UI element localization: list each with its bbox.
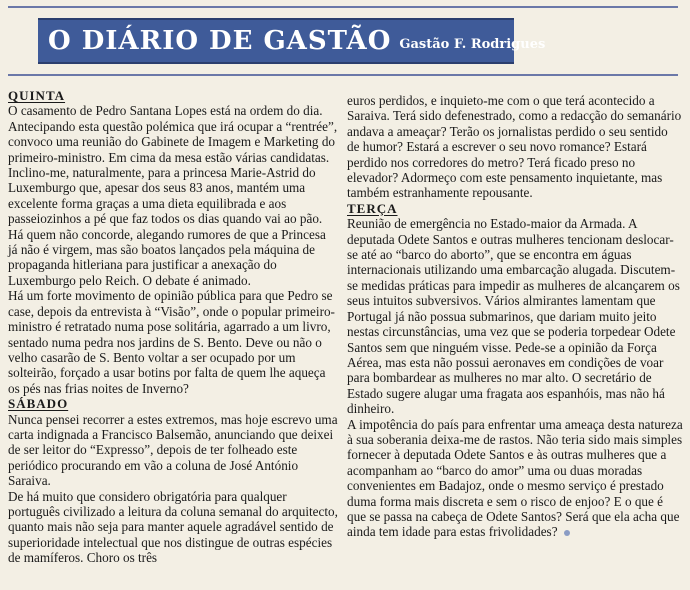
paragraph-terca-2: [347, 417, 683, 540]
heading-terca: TERÇA: [347, 200, 398, 216]
left-column: [8, 88, 338, 566]
paragraph-terca-2-text: A impotência do país para enfrentar uma ameaça desta natureza à sua soberania deixa-me de rastos. Não teria sido mais simples fornecer à deputada Odete Santos e às outras mulheres que a acompanham ao “barco do amor” uma ou duas moradas convenientes em Badajoz, onde o mesmo serviço é prestado duma forma mais discreta e sem o risco de enjoo? E o que é que se passa na cabeça de Odete Santos? Será que ela acha que ainda tem idade para estas frivolidades?: [347, 416, 683, 540]
paragraph-sabado-continued: euros perdidos, e inquieto-me com o que terá acontecido a Saraiva. Terá sido defenestrado, como a redacção do semanário andava a ameaçar? Terão os jornalistas perdido o seu sentido de humor? Estará a escrever o seu novo romance? Estará perdido nos corredores do metro? Terá ficado preso no elevador? Adormeço com este pensamento inquietante, mas também estranhamente repousante.: [347, 93, 682, 201]
column-author: Gastão F. Rodrigues: [399, 36, 546, 52]
column-banner: [38, 18, 546, 64]
end-mark-icon: [564, 530, 570, 536]
right-column: [347, 93, 683, 540]
paragraph-terca-1: Reunião de emergência no Estado-maior da Armada. A deputada Odete Santos e outras mulheres tencionam deslocar-se até ao “barco do aborto”, que se encontra em águas internacionais utilizando uma embarcação alugada. Discutem-se medidas práticas para impedir as mulheres de alcançarem os seus intuitos subversivos. Vários almirantes lamentam que Portugal já não possua submarinos, que dariam muito jeito nestas circunstâncias, uma vez que se poderia torpedear Odete Santos sem que ninguém visse. Pede-se a opinião da Força Aérea, mas esta não possui aeronaves em condições de voar para bombardear as mulheres no mar alto. O secretário de Estado sugere alugar uma fragata aos espanhóis, mas não há dinheiro.: [347, 216, 680, 417]
paragraph-quinta-2: Há um forte movimento de opinião pública para que Pedro se case, depois da entrevista à “Visão”, onde o popular primeiro-ministro é retratado numa pose solitária, agarrado a um livro, sentado numa pedra nos jardins de S. Bento. Deve ou não o velho casarão de S. Bento voltar a ser ocupado por um solteirão, forçado a usar botins por falta de quem lhe aqueça os pés nas frias noites de Inverno?: [8, 288, 335, 396]
paragraph-sabado-2: De há muito que considero obrigatória para qualquer português civilizado a leitura da coluna semanal do arquitecto, quanto mais não seja para manter aquele agradável sentido de superioridade intelectual que nos distingue de outras espécies de mamíferos. Choro os três: [8, 488, 338, 566]
column-title: O DIÁRIO DE GASTÃO: [48, 26, 392, 56]
paragraph-sabado-1: Nunca pensei recorrer a estes extremos, mas hoje escrevo uma carta indignada a Francisco Balsemão, anunciando que deixei de ser leitor do “Expresso”, depois de ter folheado este periódico procurando em vão a coluna de José António Saraiva.: [8, 411, 338, 489]
top-rule: [8, 6, 678, 8]
heading-quinta: QUINTA: [8, 88, 66, 103]
banner-rule: [8, 74, 678, 76]
heading-sabado: SÁBADO: [8, 396, 69, 412]
paragraph-quinta-1: O casamento de Pedro Santana Lopes está na ordem do dia. Antecipando esta questão polémica que irá ocupar a “rentrée”, convoco uma reunião do Gabinete de Imagem e Marketing do primeiro-ministro. Em cima da mesa estão várias candidatas. Inclino-me, naturalmente, para a princesa Marie-Astrid do Luxemburgo que, apesar dos seus 83 anos, mantém uma excelente forma graças a uma dieta equilibrada e aos passeiozinhos a pé que faz todos os dias quando vai ao pão. Há quem não concorde, alegando rumores de que a Princesa já não é virgem, mas são boatos lançados pela máquina de propaganda hitleriana para justificar a anexação do Luxemburgo pelo Reich. O debate é animado.: [8, 103, 338, 288]
